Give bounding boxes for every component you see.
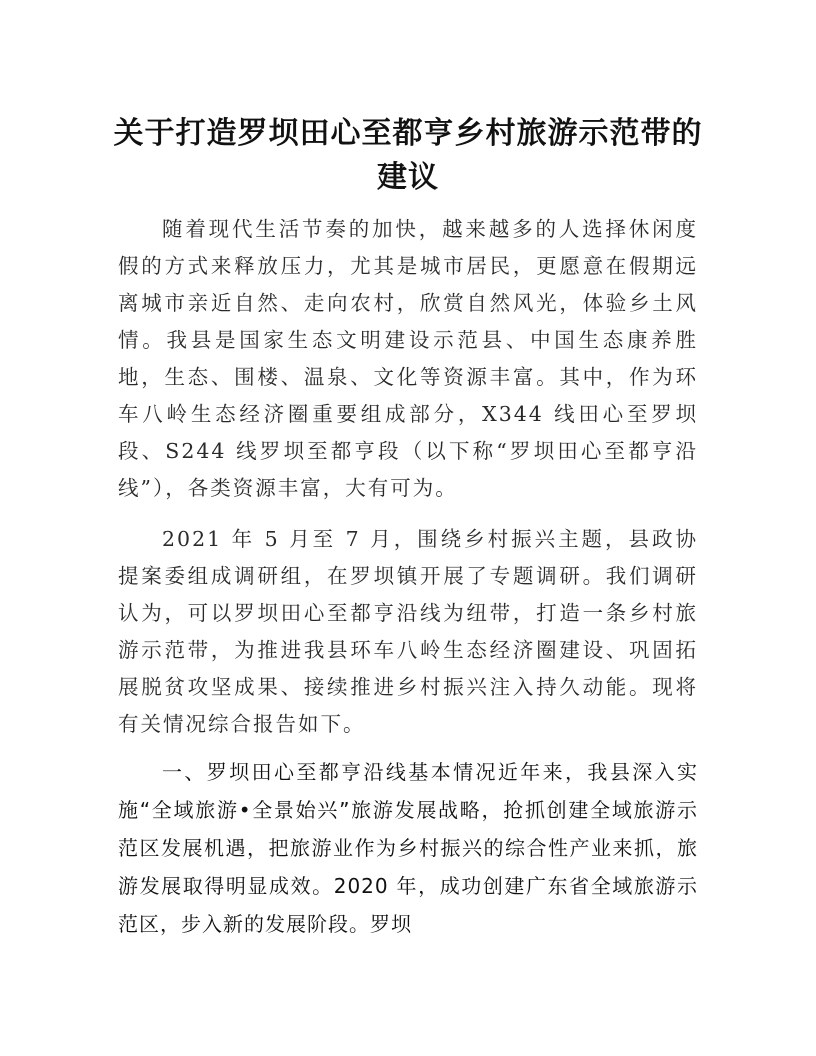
document-body xyxy=(118,211,698,943)
section-paragraph: 一、罗坝田心至都亨沿线基本情况近年来，我县深入实施“全域旅游•全景始兴”旅游发展战略，抢抓创建全域旅游示范区发展机遇，把旅游业作为乡村振兴的综合性产业来抓，旅游发展取得明显成效。2020 年，成功创建广东省全域旅游示范区，步入新的发展阶段。罗坝 xyxy=(118,760,698,936)
body-paragraph: 2021 年 5 月至 7 月，围绕乡村振兴主题，县政协提案委组成调研组，在罗坝镇开展了专题调研。我们调研认为，可以罗坝田心至都亨沿线为纽带，打造一条乡村旅游示范带，为推进我县环车八岭生态经济圈建设、巩固拓展脱贫攻坚成果、接续推进乡村振兴注入持久动能。现将有关情况综合报告如下。 xyxy=(118,527,698,736)
document-title: 关于打造罗坝田心至都亨乡村旅游示范带的建议 xyxy=(113,116,703,195)
body-paragraph: 随着现代生活节奏的加快，越来越多的人选择休闲度假的方式来释放压力，尤其是城市居民，更愿意在假期远离城市亲近自然、走向农村，欣赏自然风光，体验乡土风情。我县是国家生态文明建设示范县、中国生态康养胜地，生态、围楼、温泉、文化等资源丰富。其中，作为环车八岭生态经济圈重要组成部分，X344 线田心至罗坝段、S244 线罗坝至都亨段（以下称“罗坝田心至都亨沿线”），各类资源丰富，大有可为。 xyxy=(118,217,698,500)
